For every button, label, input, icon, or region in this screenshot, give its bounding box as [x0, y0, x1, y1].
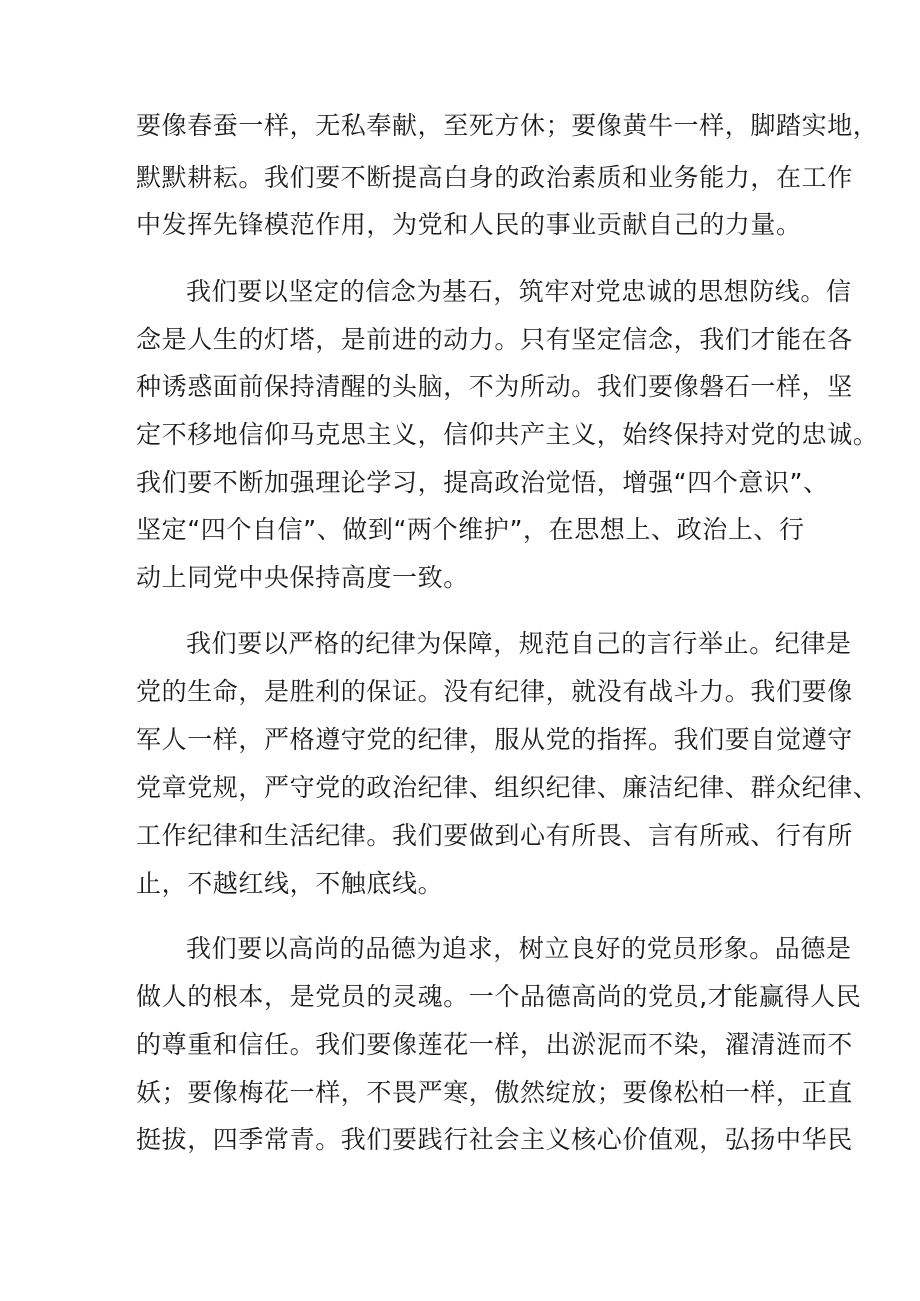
text-line: 念是人生的灯塔，是前进的动力。只有坚定信念，我们才能在各 — [136, 325, 853, 354]
text-line: 挺拔，四季常青。我们要践行社会主义核心价值观，弘扬中华民 — [136, 1125, 853, 1154]
paragraph-first-line: 我们要以坚定的信念为基石，筑牢对党忠诚的思想防线。信 — [186, 277, 852, 306]
text-line: 党章党规，严守党的政治纪律、组织纪律、廉洁纪律、群众纪律、 — [136, 773, 879, 802]
text-line: 默默耕耘。我们要不断提高白身的政治素质和业务能力，在工作 — [136, 163, 853, 192]
text-line: 要像春蚕一样，无私奉献，至死方休；要像黄牛一样，脚踏实地， — [136, 111, 879, 140]
text-line: 党的生命，是胜利的保证。没有纪律，就没有战斗力。我们要像 — [136, 677, 853, 706]
text-line: 工作纪律和生活纪律。我们要做到心有所畏、言有所戒、行有所 — [136, 821, 853, 850]
paragraph-first-line: 我们要以高尚的品德为追求，树立良好的党员形象。品德是 — [186, 934, 852, 963]
text-line: 我们要不断加强理论学习，提高政治觉悟，增强“四个意识”、 — [136, 468, 829, 497]
text-line: 坚定“四个自信”、做到“两个维护”，在思想上、政治上、行 — [136, 515, 805, 544]
text-line: 定不移地信仰马克思主义，信仰共产主义，始终保持对党的忠诚。 — [136, 420, 879, 449]
text-line: 种诱惑面前保持清醒的头脑，不为所动。我们要像磐石一样，坚 — [136, 372, 853, 401]
text-line: 的尊重和信任。我们要像莲花一样，出淤泥而不染，濯清涟而不 — [136, 1030, 853, 1059]
text-line: 动上同党中央保持高度一致。 — [136, 563, 469, 592]
text-line: 中发挥先锋模范作用，为党和人民的事业贡献自己的力量。 — [136, 210, 802, 239]
paragraph-first-line: 我们要以严格的纪律为保障，规范自己的言行举止。纪律是 — [186, 629, 852, 658]
text-line: 军人一样，严格遵守党的纪律，服从党的指挥。我们要自觉遵守 — [136, 725, 853, 754]
text-line: 妖；要像梅花一样，不畏严寒，傲然绽放；要像松柏一样，正直 — [136, 1078, 853, 1107]
text-line: 止，不越红线，不触底线。 — [136, 869, 444, 898]
text-line: 做人的根本，是党员的灵魂。一个品德高尚的党员,才能赢得人民 — [136, 982, 862, 1011]
